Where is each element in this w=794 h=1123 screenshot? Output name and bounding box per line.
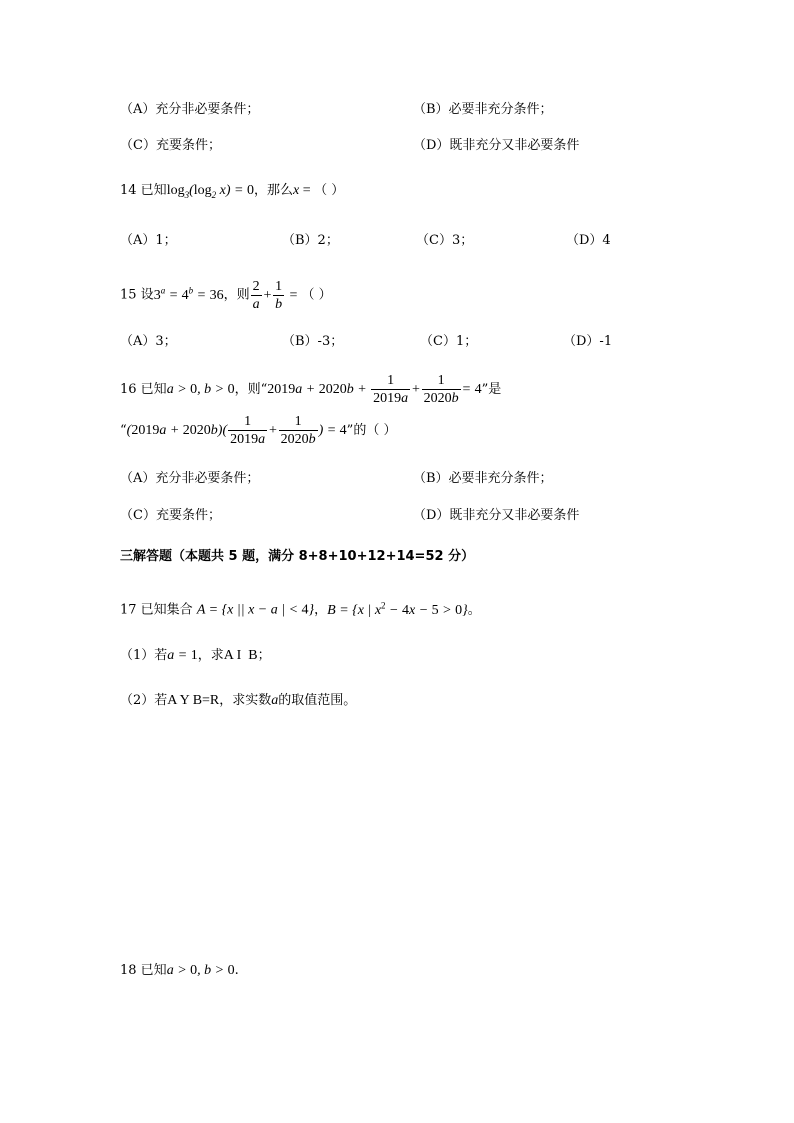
q18-prefix: 18 已知	[120, 963, 167, 978]
question-17	[120, 596, 481, 620]
q17-part2-prefix: （2）若	[120, 693, 168, 708]
q15-option-a: （A）3；	[120, 334, 177, 349]
q13-option-c: （C）充要条件；	[120, 138, 221, 153]
q14-equation: $\log_3(\log_2$ x) = 0	[166, 183, 254, 200]
q15-prefix: 15 设	[120, 287, 154, 303]
q17-part2-var: a	[271, 693, 279, 708]
q14-option-a: （A）1；	[120, 233, 177, 248]
q18-condition: a > 0, b > 0	[166, 963, 235, 978]
q13-option-a: （A）充分非必要条件；	[120, 102, 260, 117]
q17-prefix: 17 已知集合	[120, 602, 193, 618]
question-17-part-1	[120, 647, 271, 665]
q17-part2-condition: A Y B=R	[167, 693, 220, 708]
q14-mid: ，那么	[253, 183, 293, 198]
q15-option-b: （B）-3；	[282, 334, 344, 349]
q16-condition: a > 0, b > 0	[166, 382, 235, 397]
q16-prefix: 16 已知	[120, 382, 167, 397]
q16-option-a: （A）充分非必要条件；	[120, 471, 260, 486]
q14-option-d: （D）4	[566, 233, 611, 248]
q14-option-b: （B）2；	[282, 233, 339, 248]
q17-sep: ，	[314, 602, 328, 618]
q13-option-b: （B）必要非充分条件；	[413, 102, 553, 117]
q15-option-d: （D）-1	[563, 334, 613, 349]
question-17-part-2	[120, 692, 356, 710]
q17-part1-condition: a = 1	[167, 648, 198, 663]
q16-line2-suffix: ”的（ ）	[346, 423, 397, 438]
q13-option-d: （D）既非充分又非必要条件	[413, 138, 580, 153]
q15-equation: $3^a = 4^b = 36$	[153, 285, 224, 303]
q17-part2-mid: ，求实数	[219, 693, 272, 708]
q17-part1-mid: ，求	[197, 648, 224, 663]
q17-part2-end: 的取值范围。	[278, 693, 357, 708]
q17-part1-end: ；	[257, 648, 271, 663]
q16-line2-prefix: “	[120, 423, 127, 438]
q16-expression-2: (2019a + 2020b)( $\frac{1}{2019a}$ + $\frac{1}{2020b}$ ) = 4	[126, 414, 347, 448]
q15-suffix: （ ）	[301, 287, 332, 303]
question-16-line-1	[120, 370, 501, 410]
q16-expression-1: 2019a + 2020b + $\frac{1}{2019a}$ + $\frac{1}{2020b}$ = 4	[267, 373, 482, 407]
q18-end: .	[234, 963, 239, 978]
q17-set-a: A = {x || x − a | < 4}	[196, 602, 315, 618]
question-16-line-2	[120, 411, 396, 451]
q14-x: x	[292, 183, 300, 198]
q14-suffix: （ ）	[314, 183, 345, 198]
q16-option-c: （C）充要条件；	[120, 508, 221, 523]
q16-mid: ，则“	[234, 382, 268, 397]
q17-part1-prefix: （1）若	[120, 648, 168, 663]
question-15	[120, 270, 332, 316]
q15-expression: $\frac{2}{a}$ + $\frac{1}{b}$ =	[252, 278, 302, 312]
q15-option-c: （C）1；	[420, 334, 478, 349]
section-3-title: 三解答题（本题共 5 题，满分 8+8+10+12+14=52 分）	[120, 549, 475, 564]
q17-part1-target: A I B	[223, 648, 258, 663]
q14-prefix: 14 已知	[120, 183, 167, 198]
question-14: 14 已知$\log_3(\log_2$ x) = 0，那么x = （ ）	[120, 183, 345, 200]
q15-mid: ，则	[223, 287, 250, 303]
q16-suffix: ”是	[481, 382, 502, 397]
q16-option-b: （B）必要非充分条件；	[413, 471, 553, 486]
q16-option-d: （D）既非充分又非必要条件	[413, 508, 580, 523]
q17-set-b: B = {x | $x^2 - 4x - 5 > 0$}	[327, 600, 468, 618]
question-18	[120, 962, 239, 980]
q17-end: 。	[467, 602, 481, 618]
q14-option-c: （C）3；	[416, 233, 474, 248]
